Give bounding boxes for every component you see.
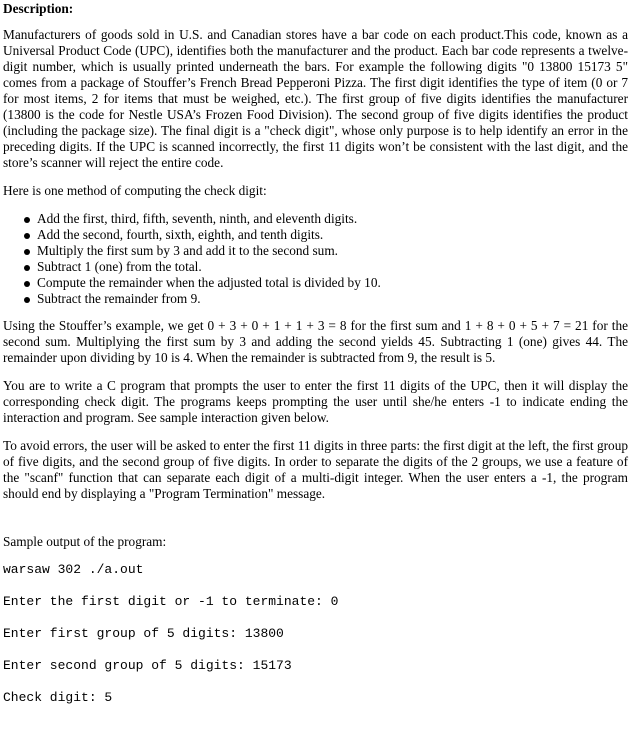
method-intro-paragraph: Here is one method of computing the check digit: — [3, 183, 267, 198]
spacer — [3, 514, 628, 534]
task-paragraph: You are to write a C program that prompts the user to enter the first 11 digits of the UPC, then it will display the corresponding check digit. The programs keeps prompting the user until she/he enters -1 to indicate ending the interaction and program. See sample interaction given below. — [3, 378, 628, 425]
sample-line-command: warsaw 302 ./a.out — [3, 562, 144, 577]
step-item: Multiply the first sum by 3 and add it to the second sum. — [37, 243, 628, 259]
sample-line-first-group: Enter first group of 5 digits: 13800 — [3, 626, 284, 641]
step-item: Subtract the remainder from 9. — [37, 291, 628, 307]
example-paragraph: Using the Stouffer’s example, we get 0 + 3 + 0 + 1 + 1 + 3 = 8 for the first sum and 1 + 8 + 0 + 5 + 7 = 21 for the second sum. Multiplying the first sum by 3 and adding the second yields 45. Subtracting 1 (one) gives 44. The remainder upon dividing by 10 is 4. When the remainder is subtracted from 9, the result is 5. — [3, 318, 628, 365]
step-item: Compute the remainder when the adjusted total is divided by 10. — [37, 275, 628, 291]
sample-line-first-digit: Enter the first digit or -1 to terminate: 0 — [3, 594, 339, 609]
intro-paragraph: Manufacturers of goods sold in U.S. and Canadian stores have a bar code on each product.This code, known as a Universal Product Code (UPC), identifies both the manufacturer and the product. Each bar code represents a twelve-digit number, which is usually printed underneath the bars. For example the following digits "0 13800 15173 5" comes from a package of Stouffer’s French Bread Pepperoni Pizza. The first digit identifies the type of item (0 or 7 for most items, 2 for items that must be weighed, etc.). The first group of five digits identifies the manufacturer (13800 is the code for Nestle USA’s Frozen Food Division). The second group of five digits identifies the product (including the package size). The final digit is a "check digit", whose only purpose is to help identify an error in the preceding digits. If the UPC is scanned incorrectly, the first 11 digits won’t be consistent with the last digit, and the store’s scanner will reject the entire code. — [3, 27, 628, 170]
sample-line-check-digit: Check digit: 5 — [3, 690, 113, 705]
step-item: Subtract 1 (one) from the total. — [37, 259, 628, 275]
steps-list — [3, 211, 628, 307]
step-item: Add the first, third, fifth, seventh, ninth, and eleventh digits. — [37, 211, 628, 227]
avoid-errors-paragraph: To avoid errors, the user will be asked to enter the first 11 digits in three parts: the first digit at the left, the first group of five digits, and the second group of five digits. In order to separate the digits of the 2 groups, we use a feature of the "scanf" function that can separate each digit of a multi-digit integer. When the user enters a -1, the program should end by displaying a "Program Termination" message. — [3, 438, 628, 501]
sample-line-second-group: Enter second group of 5 digits: 15173 — [3, 658, 292, 673]
step-item: Add the second, fourth, sixth, eighth, and tenth digits. — [37, 227, 628, 243]
sample-output-label: Sample output of the program: — [3, 534, 167, 549]
description-heading: Description: — [3, 1, 74, 16]
